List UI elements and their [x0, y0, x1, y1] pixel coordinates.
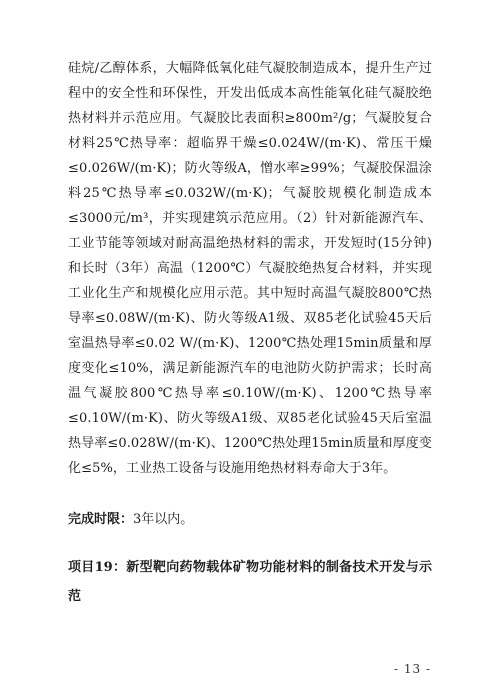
completion-deadline	[68, 507, 432, 532]
project-heading: 项目19：新型靶向药物载体矿物功能材料的制备技术开发与示范	[68, 560, 432, 604]
deadline-label: 完成时限：	[68, 512, 134, 527]
page-number: - 13 -	[393, 662, 431, 676]
deadline-value: 3年以内。	[133, 512, 194, 527]
body-paragraph: 硅烷/乙醇体系，大幅降低氧化硅气凝胶制造成本，提升生产过程中的安全性和环保性，开发出低成本高性能氧化硅气凝胶绝热材料并示范应用。气凝胶比表面积≥800m²/g；气凝胶复合材料25℃热导率：超临界干燥≤0.024W/(m·K)、常压干燥≤0.026W/(m·K)；防火等级A，憎水率≥99%；气凝胶保温涂料25℃热导率≤0.032W/(m·K)；气凝胶规模化制造成本≤3000元/m³，并实现建筑示范应用。（2）针对新能源汽车、工业节能等领域对耐高温绝热材料的需求，开发短时(15分钟)和长时（3年）高温（1200℃）气凝胶绝热复合材料，并实现工业化生产和规模化应用示范。其中短时高温气凝胶800℃热导率≤0.08W/(m·K)、防火等级A1级、双85老化试验45天后室温热导率≤0.02 W/(m·K)、1200℃热处理15min质量和厚度变化≤10%，满足新能源汽车的电池防火防护需求；长时高温气凝胶800℃热导率≤0.10W/(m·K)、1200℃热导率≤0.10W/(m·K)、防火等级A1级、双85老化试验45天后室温热导率≤0.028W/(m·K)、1200℃热处理15min质量和厚度变化≤5%，工业热工设备与设施用绝热材料寿命大于3年。	[68, 61, 432, 476]
